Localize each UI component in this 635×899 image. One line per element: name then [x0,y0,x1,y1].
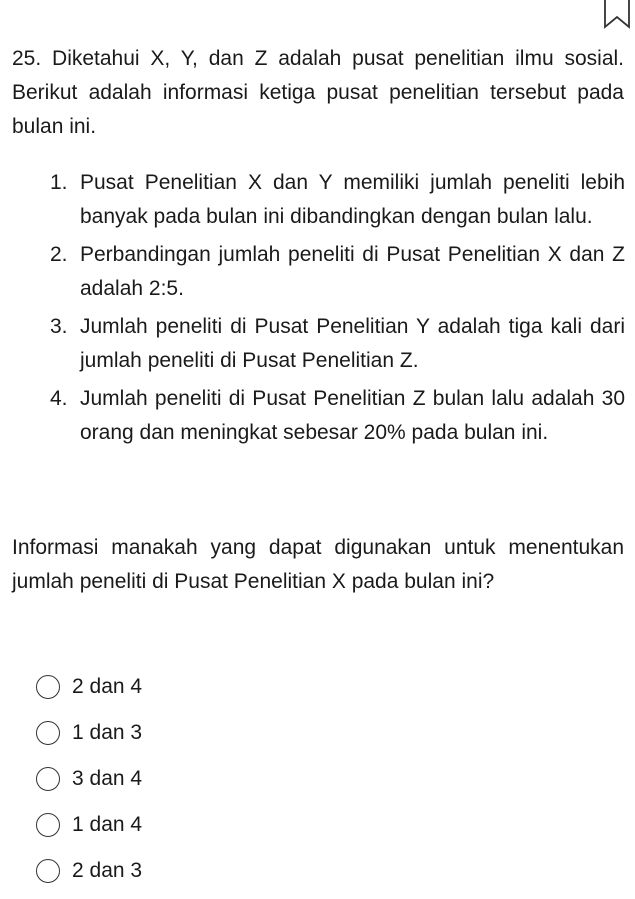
statement-text: Pusat Penelitian X dan Y memiliki jumlah peneliti lebih banyak pada bulan ini dibandingkan dengan bulan lalu. [80,171,625,228]
answer-option[interactable] [36,848,142,894]
answer-option[interactable] [36,710,142,756]
statement-number: 3. [50,315,68,338]
statement-text: Jumlah peneliti di Pusat Penelitian Y adalah tiga kali dari jumlah peneliti di Pusat Penelitian Z. [80,315,625,372]
statement-item [50,382,625,450]
statement-item [50,310,625,378]
answer-option[interactable] [36,802,142,848]
statement-text: Perbandingan jumlah peneliti di Pusat Penelitian X dan Z adalah 2:5. [80,243,625,300]
answer-option-label[interactable]: 2 dan 4 [72,675,143,698]
answer-option-label[interactable]: 2 dan 3 [72,859,143,882]
radio-button[interactable] [36,675,60,699]
answer-options [36,664,142,894]
statement-number: 1. [50,171,68,194]
statement-item [50,238,625,306]
question-stem: 25. Diketahui X, Y, dan Z adalah pusat penelitian ilmu sosial. Berikut adalah informasi ketiga pusat penelitian tersebut pada bulan ini. [12,47,624,138]
bookmark-icon[interactable] [602,0,632,30]
answer-option[interactable] [36,664,142,710]
answer-option-label[interactable]: 3 dan 4 [72,767,143,790]
statement-text: Jumlah peneliti di Pusat Penelitian Z bulan lalu adalah 30 orang dan meningkat sebesar 20% pada bulan ini. [80,387,625,444]
radio-button[interactable] [36,813,60,837]
statement-list [50,166,625,454]
radio-button[interactable] [36,721,60,745]
statement-number: 4. [50,387,68,410]
statement-number: 2. [50,243,68,266]
answer-option-label[interactable]: 1 dan 4 [72,813,143,836]
question-prompt: Informasi manakah yang dapat digunakan untuk menentukan jumlah peneliti di Pusat Penelitian X pada bulan ini? [12,536,624,593]
radio-button[interactable] [36,767,60,791]
answer-option[interactable] [36,756,142,802]
answer-option-label[interactable]: 1 dan 3 [72,721,143,744]
statement-item [50,166,625,234]
radio-button[interactable] [36,859,60,883]
